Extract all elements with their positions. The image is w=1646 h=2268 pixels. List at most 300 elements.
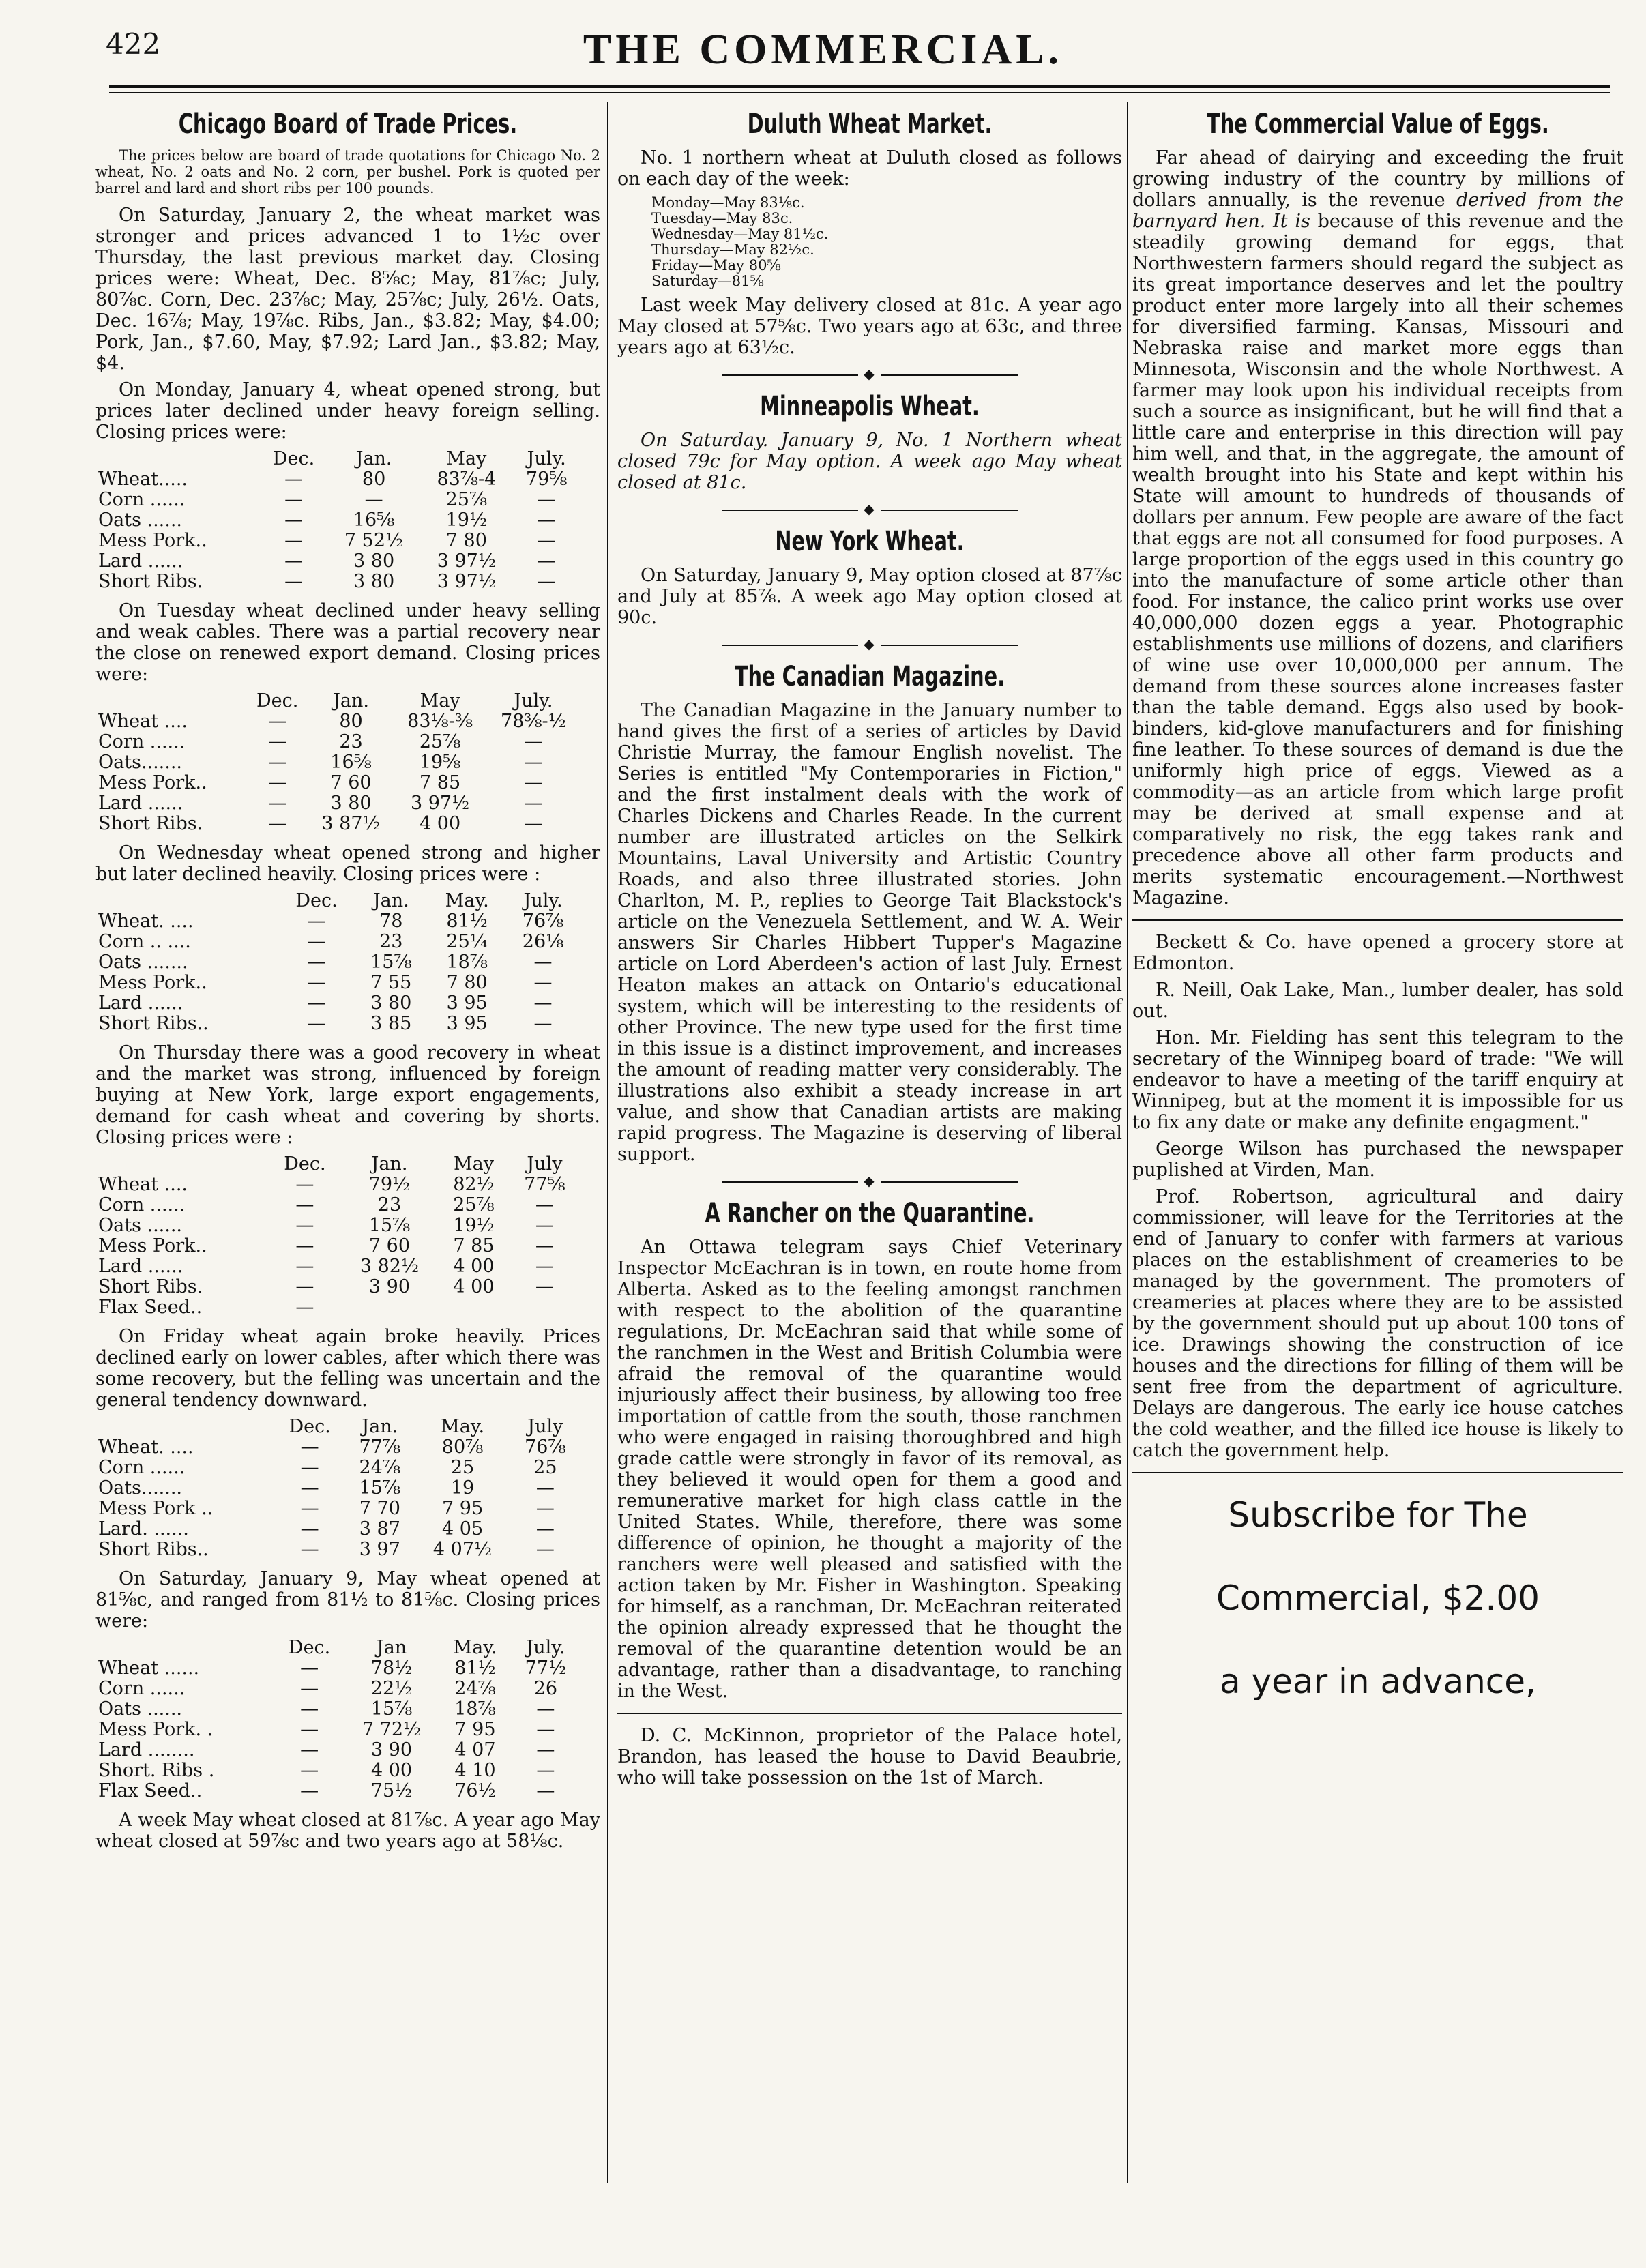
table-header-cell: May bbox=[420, 690, 460, 711]
table-header-cell: July. bbox=[527, 448, 566, 469]
rancher-text: An Ottawa telegram says Chief Veterinary Inspector McEachran is in town, en route home from Alberta. Asked as to the feeling amongst ranchmen with respect to the abolition of the quarantine regulations, Dr. McEachran said that while some of the ranchmen in the West and British Columbia were afraid the removal of the quarantine would injuriously affect their business, by allowing too free importation of cattle from the south, those ranchmen who were engaged in raising thoroughbred and high grade cattle were strongly in favor of its removal, as they believed it would open for them a good and remunerative market for high class cattle in the United States. While, therefore, there was some difference of opinion, he thought a majority of the ranchers were well pleased and satisfied with the action taken by Mr. Fisher in Washington. Speaking for himself, as a ranchman, Dr. McEachran reiterated the opinion already expressed that he thought the removal of the quarantine detention would be an advantage, rather than a disadvantage, to ranching in the West. bbox=[617, 1237, 1122, 1702]
table-cell: 7 80 bbox=[446, 972, 488, 993]
table-header-cell: Dec. bbox=[284, 1153, 326, 1175]
table-row bbox=[95, 1277, 580, 1297]
rule bbox=[1132, 919, 1623, 921]
table-row bbox=[95, 1195, 580, 1216]
brief-beckett: Beckett & Co. have opened a grocery store at Edmonton. bbox=[1132, 932, 1623, 974]
table-cell: Wheat ...... bbox=[98, 1658, 200, 1679]
table-header-cell: July bbox=[527, 1153, 563, 1175]
minneapolis-title: Minneapolis Wheat. bbox=[760, 391, 980, 422]
table-cell: 81½ bbox=[446, 911, 488, 932]
table-cell: — bbox=[537, 571, 556, 592]
table-cell: 25 bbox=[533, 1457, 557, 1478]
table-header-cell: Dec. bbox=[256, 690, 299, 711]
table-row bbox=[95, 1216, 580, 1236]
canadian-title: The Canadian Magazine. bbox=[734, 661, 1005, 692]
table-cell: 22½ bbox=[370, 1678, 413, 1699]
table-cell: — bbox=[295, 1276, 314, 1297]
table-cell: 75½ bbox=[370, 1780, 413, 1801]
table-row bbox=[95, 732, 580, 752]
table-cell: — bbox=[300, 1477, 319, 1499]
table-cell: Mess Pork.. bbox=[98, 530, 207, 551]
table-cell: 3 80 bbox=[353, 571, 395, 592]
monday-paragraph: On Monday, January 4, wheat opened strong, but prices later declined under heavy foreign selling. Closing prices were: bbox=[95, 379, 600, 443]
table-cell: — bbox=[300, 1739, 319, 1761]
table-header-row bbox=[95, 1637, 580, 1658]
table-cell: Corn ...... bbox=[98, 1457, 186, 1478]
table-cell: 3 80 bbox=[353, 550, 395, 572]
table-cell: 15⅞ bbox=[370, 952, 412, 973]
table-cell: — bbox=[307, 952, 326, 973]
column-markets bbox=[617, 102, 1122, 1794]
table-cell: 83⅛-⅜ bbox=[407, 711, 473, 732]
top-rule bbox=[109, 85, 1610, 88]
column-chicago bbox=[95, 102, 600, 1857]
table-cell: 7 55 bbox=[370, 972, 412, 993]
column-divider-2 bbox=[1127, 102, 1128, 2183]
table-cell bbox=[340, 1297, 438, 1318]
table-cell: 3 90 bbox=[370, 1739, 413, 1761]
table-cell: — bbox=[300, 1678, 319, 1699]
table-row bbox=[95, 551, 580, 572]
table-cell: 7 60 bbox=[368, 1235, 411, 1256]
separator: ◆ bbox=[617, 634, 1122, 655]
table-row bbox=[95, 952, 580, 973]
table-row bbox=[95, 1014, 580, 1034]
table-cell: — bbox=[535, 1498, 555, 1519]
table-cell: 19½ bbox=[445, 510, 488, 531]
table-cell: Mess Pork. . bbox=[98, 1719, 214, 1740]
separator: ◆ bbox=[617, 1170, 1122, 1192]
table-cell: 18⅞ bbox=[454, 1698, 496, 1720]
table-row bbox=[95, 1478, 580, 1499]
table-cell: 83⅞-4 bbox=[437, 469, 497, 490]
column-eggs bbox=[1132, 102, 1623, 1743]
table-cell: — bbox=[284, 571, 304, 592]
table-cell: Flax Seed.. bbox=[98, 1297, 203, 1318]
table-row bbox=[95, 973, 580, 993]
table-cell: Corn .. .... bbox=[98, 931, 191, 952]
brief-robertson: Prof. Robertson, agricultural and dairy commissioner, will leave for the Territories at the end of January to confer with farmers at various places on the establishment of creameries to be managed by the government. The promoters of creameries at places where they are to be assisted by the government should put up about 100 tons of ice. Drawings showing the construction of ice houses and the directions for filling of them will be sent free from the department of agriculture. Delays are dangerous. The early ice house catches the cold weather, and the filled ice house is likely to catch the government help. bbox=[1132, 1186, 1623, 1461]
table-header-row bbox=[95, 448, 580, 469]
table-cell: — bbox=[268, 772, 287, 793]
table-header-cell: July bbox=[527, 1416, 563, 1437]
table-header-cell: Dec. bbox=[272, 448, 315, 469]
table-cell: 79½ bbox=[368, 1174, 411, 1195]
table-cell: 3 80 bbox=[330, 793, 372, 814]
table-row bbox=[95, 1297, 580, 1318]
table-cell: — bbox=[536, 1760, 555, 1781]
table-cell: — bbox=[268, 813, 287, 834]
table-header-cell: Jan. bbox=[371, 1153, 408, 1175]
table-cell: 3 80 bbox=[370, 992, 412, 1014]
table-cell: — bbox=[284, 550, 304, 572]
table-cell: — bbox=[536, 1780, 555, 1801]
table-cell: Short Ribs. bbox=[98, 813, 203, 834]
table-cell: — bbox=[533, 952, 553, 973]
table-cell: 16⅝ bbox=[353, 510, 395, 531]
tuesday-paragraph: On Tuesday wheat declined under heavy selling and weak cables. There was a partial recovery near the close on renewed export demand. Closing prices were: bbox=[95, 600, 600, 685]
table-cell: Mess Pork.. bbox=[98, 972, 207, 993]
table-cell: — bbox=[300, 1518, 319, 1540]
table-cell: 4 00 bbox=[453, 1276, 495, 1297]
table-cell: 24⅞ bbox=[359, 1457, 401, 1478]
duluth-quote: Friday—May 80⅝ bbox=[651, 257, 781, 274]
table-cell: Mess Pork .. bbox=[98, 1498, 214, 1519]
table-cell: — bbox=[535, 1256, 554, 1277]
friday-table bbox=[95, 1416, 580, 1560]
table-cell: Oats ....... bbox=[98, 952, 188, 973]
table-cell: — bbox=[295, 1194, 314, 1216]
table-cell: — bbox=[284, 469, 304, 490]
table-cell: — bbox=[524, 772, 543, 793]
table-cell: — bbox=[535, 1539, 555, 1560]
table-row bbox=[95, 1175, 580, 1195]
table-cell: — bbox=[536, 1739, 555, 1761]
table-cell: — bbox=[535, 1194, 554, 1216]
table-cell: — bbox=[295, 1174, 314, 1195]
table-cell: — bbox=[307, 1013, 326, 1034]
separator: ◆ bbox=[617, 364, 1122, 385]
table-row bbox=[95, 793, 580, 814]
rule bbox=[1132, 1472, 1623, 1473]
table-cell: 7 85 bbox=[453, 1235, 495, 1256]
table-row bbox=[95, 490, 580, 510]
table-cell: Flax Seed.. bbox=[98, 1780, 203, 1801]
table-cell: 3 97 bbox=[359, 1539, 400, 1560]
duluth-intro: No. 1 northern wheat at Duluth closed as follows on each day of the week: bbox=[617, 147, 1122, 190]
table-cell: — bbox=[307, 972, 326, 993]
newyork-text: On Saturday, January 9, May option closed at 87⅞c and July at 85⅞. A week ago May option closed at 90c. bbox=[617, 565, 1122, 628]
subscribe-line: Subscribe for The bbox=[1228, 1495, 1528, 1535]
table-cell: Lard ...... bbox=[98, 1256, 183, 1277]
table-cell: — bbox=[300, 1760, 319, 1781]
table-row bbox=[95, 1437, 580, 1458]
table-cell: 76⅞ bbox=[522, 911, 564, 932]
table-cell: — bbox=[535, 1477, 555, 1499]
table-cell: — bbox=[295, 1256, 314, 1277]
table-cell: — bbox=[284, 510, 304, 531]
mckinnon-text: D. C. McKinnon, proprietor of the Palace hotel, Brandon, has leased the house to David Beaubrie, who will take possession on the 1st of March. bbox=[617, 1725, 1122, 1788]
duluth-quote: Saturday—81⅝ bbox=[651, 273, 764, 289]
table-header-row bbox=[95, 1416, 580, 1437]
table-cell: Oats ...... bbox=[98, 1698, 183, 1720]
table-row bbox=[95, 1236, 580, 1256]
table-header-cell: May bbox=[453, 1153, 494, 1175]
table-cell: 79⅝ bbox=[525, 469, 568, 490]
table-cell: Lard ...... bbox=[98, 992, 183, 1014]
page-number: 422 bbox=[106, 27, 161, 61]
table-cell: Wheat .... bbox=[98, 711, 188, 732]
table-cell: — bbox=[537, 550, 556, 572]
table-row bbox=[95, 1499, 580, 1519]
brief-wilson: George Wilson has purchased the newspaper puplished at Virden, Man. bbox=[1132, 1138, 1623, 1181]
saturday2-table bbox=[95, 1637, 580, 1801]
table-cell: 3 97½ bbox=[410, 793, 470, 814]
table-cell: Wheat. .... bbox=[98, 911, 194, 932]
final-paragraph: A week May wheat closed at 81⅞c. A year ago May wheat closed at 59⅞c and two years ago at 58⅛c. bbox=[95, 1810, 600, 1852]
table-cell: 4 00 bbox=[420, 813, 461, 834]
table-row bbox=[95, 911, 580, 932]
table-cell: 19½ bbox=[453, 1215, 495, 1236]
table-cell: 15⅞ bbox=[368, 1215, 411, 1236]
table-cell: Lard ...... bbox=[98, 550, 183, 572]
table-row bbox=[95, 1761, 580, 1781]
table-cell: 3 97½ bbox=[437, 550, 497, 572]
table-cell: 23 bbox=[379, 931, 403, 952]
table-cell: Short. Ribs . bbox=[98, 1760, 215, 1781]
table-cell: 25¼ bbox=[446, 931, 488, 952]
table-cell: Corn ...... bbox=[98, 731, 186, 752]
table-cell: 23 bbox=[339, 731, 363, 752]
table-cell: 77⅝ bbox=[524, 1174, 565, 1195]
table-cell: — bbox=[535, 1215, 554, 1236]
table-row bbox=[95, 1781, 580, 1801]
canadian-text: The Canadian Magazine in the January number to hand gives the first of a series of articles by David Christie Murray, the famour English novelist. The Series is entitled "My Contemporaries in Fiction," and the first instalment deals with the work of Charles Dickens and Charles Reade. In the current number are illustrated articles on the Selkirk Mountains, Laval University and Artistic Country Roads, and also three illustrated stories. John Charlton, M. P., replies to George Tait Blackstock's article on the Venezuela Settlement, and W. A. Weir answers Sir Charles Hibbert Tupper's Magazine article on Lord Aberdeen's action of last July. Ernest Heaton makes an attack on Ontario's educational system, which will be interesting to the residents of other Province. The new type used for the first time in this issue is a distinct improvement, and increases the amount of reading matter very considerably. The illustrations also exhibit a steady increase in art value, and show that Canadian artists are making rapid progress. The Magazine is deserving of liberal support. bbox=[617, 700, 1122, 1165]
table-row bbox=[95, 510, 580, 531]
table-header-cell: May. bbox=[441, 1416, 485, 1437]
table-cell: — bbox=[295, 1215, 314, 1236]
table-cell: — bbox=[300, 1457, 319, 1478]
table-row bbox=[95, 773, 580, 793]
table-cell: 80 bbox=[362, 469, 386, 490]
chicago-note: The prices below are board of trade quotations for Chicago No. 2 wheat, No. 2 oats and No. 2 corn, per bushel. Pork is quoted per barrel and lard and short ribs per 100 pounds. bbox=[95, 147, 600, 196]
table-cell: Wheat .... bbox=[98, 1174, 188, 1195]
table-header-cell: Jan. bbox=[333, 690, 369, 711]
table-header-cell: May. bbox=[445, 890, 489, 911]
table-header-cell: Jan. bbox=[362, 1416, 398, 1437]
table-cell: 4 05 bbox=[442, 1518, 484, 1540]
table-cell: 23 bbox=[377, 1194, 402, 1216]
table-cell: 78⅜-½ bbox=[501, 711, 566, 732]
table-cell: 3 87 bbox=[359, 1518, 400, 1540]
table-cell: 26 bbox=[533, 1678, 558, 1699]
table-row bbox=[95, 1519, 580, 1540]
table-cell: Oats....... bbox=[98, 1477, 183, 1499]
table-header-cell: Jan bbox=[376, 1637, 407, 1658]
table-cell: 19 bbox=[450, 1477, 475, 1499]
table-row bbox=[95, 531, 580, 551]
table-cell: 15⅞ bbox=[370, 1698, 413, 1720]
duluth-quote: Thursday—May 82½c. bbox=[651, 241, 814, 258]
friday-paragraph: On Friday wheat again broke heavily. Prices declined early on lower cables, after which there was some recovery, but the felling was uncertain and the general tendency downward. bbox=[95, 1326, 600, 1411]
table-cell: — bbox=[533, 972, 553, 993]
table-cell: 82½ bbox=[453, 1174, 495, 1195]
table-cell: 3 82½ bbox=[359, 1256, 420, 1277]
table-header-row bbox=[95, 690, 580, 711]
table-row bbox=[95, 1458, 580, 1478]
table-cell: 76⅞ bbox=[525, 1437, 566, 1458]
table-cell: 4 07½ bbox=[432, 1539, 493, 1560]
table-cell: — bbox=[295, 1235, 314, 1256]
table-cell: 4 10 bbox=[454, 1760, 496, 1781]
table-cell: — bbox=[524, 752, 543, 773]
table-cell: — bbox=[300, 1719, 319, 1740]
table-cell: — bbox=[537, 489, 556, 510]
table-cell: 4 07 bbox=[454, 1739, 496, 1761]
table-cell: 16⅝ bbox=[330, 752, 372, 773]
brief-neill: R. Neill, Oak Lake, Man., lumber dealer, has sold out. bbox=[1132, 980, 1623, 1022]
table-cell: 3 97½ bbox=[437, 571, 497, 592]
table-header-cell: July. bbox=[514, 690, 553, 711]
table-cell: — bbox=[535, 1518, 555, 1540]
table-cell: 80⅞ bbox=[441, 1437, 484, 1458]
table-cell: — bbox=[268, 711, 287, 732]
duluth-quote: Tuesday—May 83c. bbox=[651, 210, 793, 226]
table-row bbox=[95, 1740, 580, 1761]
wednesday-table bbox=[95, 890, 580, 1034]
monday-table bbox=[95, 448, 580, 592]
table-cell: Wheat. .... bbox=[98, 1437, 194, 1458]
table-row bbox=[95, 1256, 580, 1277]
table-cell: 7 70 bbox=[359, 1498, 400, 1519]
table-cell: — bbox=[307, 931, 326, 952]
table-cell: 3 95 bbox=[446, 992, 488, 1014]
table-cell: 24⅞ bbox=[454, 1678, 496, 1699]
table-cell: — bbox=[533, 992, 553, 1014]
table-cell: 4 00 bbox=[370, 1760, 413, 1781]
table-cell: 7 95 bbox=[442, 1498, 484, 1519]
table-row bbox=[95, 1679, 580, 1699]
table-cell: 3 87½ bbox=[321, 813, 381, 834]
subscribe-line: Commercial, $2.00 bbox=[1216, 1578, 1540, 1618]
table-cell: Oats....... bbox=[98, 752, 183, 773]
table-header-cell: Dec. bbox=[288, 1637, 331, 1658]
table-cell: Lard ........ bbox=[98, 1739, 195, 1761]
table-cell: 25⅞ bbox=[453, 1194, 495, 1216]
top-rule-thin bbox=[109, 92, 1610, 93]
table-cell: 7 52½ bbox=[344, 530, 404, 551]
eggs-title: The Commercial Value of Eggs. bbox=[1207, 108, 1549, 140]
duluth-quotes bbox=[651, 195, 1122, 289]
table-header-cell: July. bbox=[523, 890, 563, 911]
rule bbox=[617, 1713, 1122, 1714]
table-row bbox=[95, 1540, 580, 1560]
table-cell: — bbox=[524, 731, 543, 752]
brief-fielding: Hon. Mr. Fielding has sent this telegram to the secretary of the Winnipeg board of trade: "We will endeavor to have a meeting of the tariff enquiry at Winnipeg, but at the moment it is impossible for us to fix any date or make any definite engagment." bbox=[1132, 1027, 1623, 1133]
chicago-title: Chicago Board of Trade Prices. bbox=[178, 108, 518, 140]
table-cell: — bbox=[537, 510, 556, 531]
table-cell: — bbox=[284, 530, 304, 551]
table-cell: Mess Pork.. bbox=[98, 1235, 207, 1256]
table-cell: — bbox=[535, 1276, 554, 1297]
table-cell: — bbox=[284, 489, 304, 510]
table-row bbox=[95, 1699, 580, 1720]
duluth-quote: Monday—May 83⅛c. bbox=[651, 194, 805, 211]
table-row bbox=[95, 1658, 580, 1679]
table-cell: Short Ribs.. bbox=[98, 1013, 209, 1034]
table-cell: Lard ...... bbox=[98, 793, 183, 814]
table-cell: — bbox=[533, 1013, 553, 1034]
thursday-table bbox=[95, 1153, 580, 1318]
duluth-quote: Wednesday—May 81½c. bbox=[651, 226, 829, 242]
table-header-cell: Dec. bbox=[289, 1416, 331, 1437]
table-cell: — bbox=[300, 1658, 319, 1679]
saturday-paragraph: On Saturday, January 2, the wheat market was stronger and prices advanced 1 to 1½c over Thursday, the last previous market day. Closing prices were: Wheat, Dec. 8⅝c; May, 81⅞c; July, 80⅞c. Corn, Dec. 23⅞c; May, 25⅞c; July, 26½. Oats, Dec. 16⅞; May, 19⅞c. Ribs, Jan., $3.82; May, $4.00; Pork, Jan., $7.60, May, $7.92; Lard Jan., $3.82; May, $4. bbox=[95, 205, 600, 374]
table-cell: 25 bbox=[450, 1457, 475, 1478]
table-cell: 19⅝ bbox=[419, 752, 461, 773]
table-cell: — bbox=[300, 1780, 319, 1801]
table-header-cell bbox=[95, 690, 246, 711]
table-row bbox=[95, 711, 580, 732]
tuesday-table bbox=[95, 690, 580, 834]
table-cell: 7 72½ bbox=[362, 1719, 422, 1740]
saturday2-paragraph: On Saturday, January 9, May wheat opened at 81⅝c, and ranged from 81½ to 81⅝c. Closing prices were: bbox=[95, 1568, 600, 1632]
minneapolis-text: On Saturday. January 9, No. 1 Northern wheat closed 79c for May option. A week ago May wheat closed at 81c. bbox=[617, 430, 1122, 493]
table-cell: 25⅞ bbox=[445, 489, 488, 510]
table-cell: Short Ribs. bbox=[98, 1276, 203, 1297]
table-cell: — bbox=[300, 1437, 319, 1458]
duluth-close: Last week May delivery closed at 81c. A year ago May closed at 57⅝c. Two years ago at 63c, and three years ago at 63½c. bbox=[617, 295, 1122, 358]
table-row bbox=[95, 752, 580, 773]
table-header-cell: May. bbox=[453, 1637, 497, 1658]
table-header-cell bbox=[95, 1637, 275, 1658]
table-cell: Oats ...... bbox=[98, 510, 183, 531]
table-header-cell bbox=[95, 448, 260, 469]
table-header-cell: Dec. bbox=[295, 890, 338, 911]
separator: ◆ bbox=[617, 499, 1122, 520]
table-cell: — bbox=[524, 793, 543, 814]
table-cell: Corn ...... bbox=[98, 489, 186, 510]
table-cell: — bbox=[536, 1698, 555, 1720]
table-cell: — bbox=[307, 911, 326, 932]
table-header-cell bbox=[95, 890, 279, 911]
table-cell: Wheat..... bbox=[98, 469, 188, 490]
table-row bbox=[95, 469, 580, 490]
table-cell: 15⅞ bbox=[359, 1477, 401, 1499]
table-cell: — bbox=[537, 530, 556, 551]
table-cell: — bbox=[524, 813, 543, 834]
table-cell: — bbox=[535, 1235, 554, 1256]
subscribe-line: a year in advance, bbox=[1220, 1662, 1536, 1701]
table-cell: 18⅞ bbox=[446, 952, 488, 973]
column-divider-1 bbox=[607, 102, 608, 2183]
table-cell: Corn ...... bbox=[98, 1678, 186, 1699]
table-cell: — bbox=[295, 1297, 314, 1318]
table-header-row bbox=[95, 890, 580, 911]
table-row bbox=[95, 814, 580, 834]
thursday-paragraph: On Thursday there was a good recovery in wheat and the market was strong, influenced by foreign buying at New York, large export engagements, demand for cash wheat and covering by shorts. Closing prices were : bbox=[95, 1042, 600, 1148]
table-cell: 78 bbox=[379, 911, 403, 932]
table-header-cell: Jan. bbox=[355, 448, 392, 469]
table-cell: 3 85 bbox=[370, 1013, 412, 1034]
table-header-cell: July. bbox=[526, 1637, 565, 1658]
table-header-cell bbox=[95, 1416, 275, 1437]
table-row bbox=[95, 1720, 580, 1740]
table-cell: 7 85 bbox=[420, 772, 461, 793]
table-cell: — bbox=[300, 1539, 319, 1560]
table-cell bbox=[438, 1297, 509, 1318]
table-cell: Oats ...... bbox=[98, 1215, 183, 1236]
table-cell: Lard. ...... bbox=[98, 1518, 189, 1540]
table-cell: 77⅞ bbox=[359, 1437, 401, 1458]
table-header-cell: May bbox=[446, 448, 487, 469]
eggs-text: Far ahead of dairying and exceeding the fruit growing industry of the country by millions of dollars annually, is the revenue derived from the barnyard hen. It is because of this revenue and the steadily growing demand for eggs, that Northwestern farmers should regard the subject as its great importance deserves and let the poultry product enter more largely into all their schemes for diversified farming. Kansas, Missouri and Nebraska raise and market more eggs than Minnesota, Wisconsin and the whole Northwest. A farmer may look upon his individual receipts from such a source as insignificant, but he will find that a little care and enterprise in this direction will pay him well, and that, in the aggregate, the amount of wealth brought into his State and kept within his State will amount to hundreds of thousands of dollars per annum. Few people are aware of the fact that eggs are not all consumed for food purposes. A large proportion of the eggs used in this country go into the manufacture of some article other than food. For instance, the calico print works use over 40,000,000 dozen eggs a year. Photographic establishments use millions of dozens, and clarifiers of wine use over 10,000,000 per annum. The demand from these sources alone increases faster than the table demand. Eggs also used by book-binders, kid-glove manufacturers and for finishing fine leather. To these sources of demand is due the uniformly high price of eggs. Viewed as a commodity—as an article from which large profit may be derived at small expense and at comparatively no risk, the egg takes rank and precedence above all other farm products and merits systematic encouragement.—Northwest Magazine. bbox=[1132, 147, 1623, 909]
table-header-row bbox=[95, 1153, 580, 1175]
table-cell: 81½ bbox=[454, 1658, 496, 1679]
table-row bbox=[95, 993, 580, 1014]
table-cell: Short Ribs. bbox=[98, 571, 203, 592]
masthead: THE COMMERCIAL. bbox=[583, 27, 1063, 73]
table-cell: Mess Pork.. bbox=[98, 772, 207, 793]
table-cell: 25⅞ bbox=[419, 731, 461, 752]
table-cell: 7 95 bbox=[454, 1719, 496, 1740]
table-cell: 3 90 bbox=[368, 1276, 411, 1297]
table-cell: 3 95 bbox=[446, 1013, 488, 1034]
table-cell: 78½ bbox=[370, 1658, 413, 1679]
table-row bbox=[95, 572, 580, 592]
